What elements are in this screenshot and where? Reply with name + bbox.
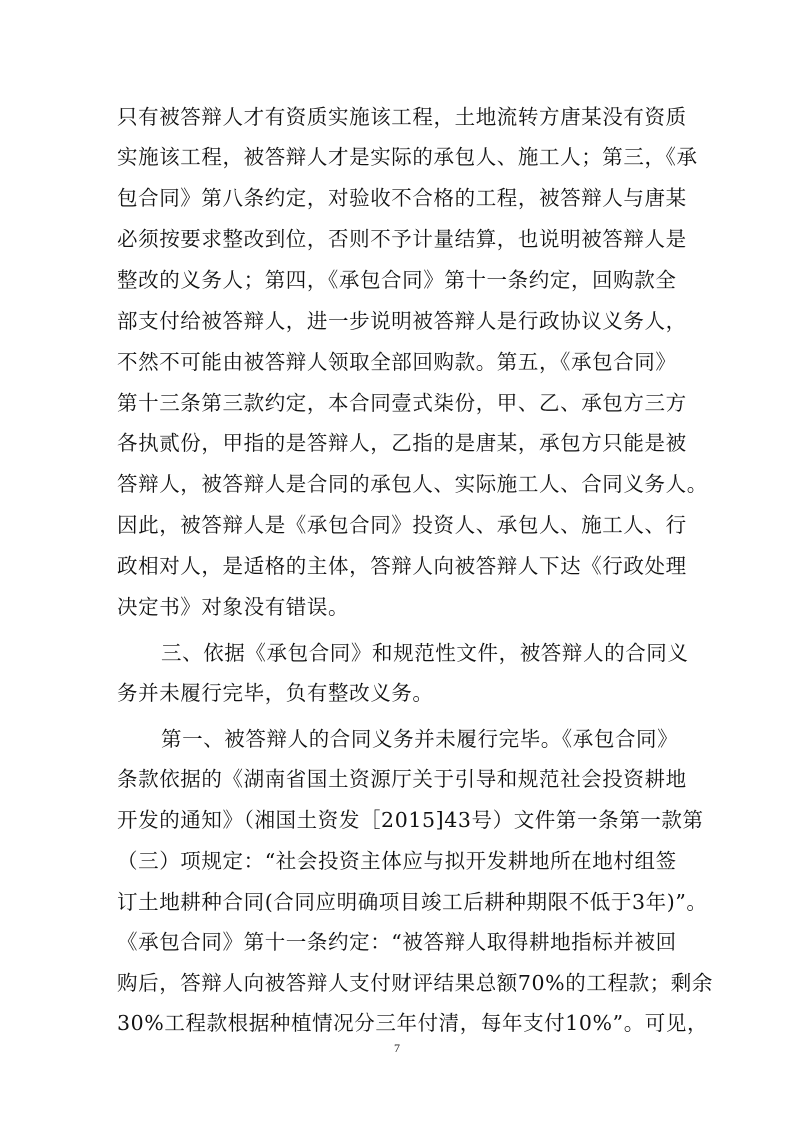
body-text-line: 答辩人，被答辩人是合同的承包人、实际施工人、合同义务人。 — [117, 472, 708, 496]
section-heading-line: 三、依据《承包合同》和规范性文件，被答辩人的合同义 — [161, 641, 689, 665]
body-text-line: 第十三条第三款约定，本合同壹式柒份，甲、乙、承包方三方 — [117, 391, 687, 415]
body-text-line: 条款依据的《湖南省国土资源厅关于引导和规范社会投资耕地 — [117, 767, 687, 791]
body-text-line: 包合同》第八条约定，对验收不合格的工程，被答辩人与唐某 — [117, 186, 687, 210]
body-text-line: 订土地耕种合同(合同应明确项目竣工后耕种期限不低于3年)”。 — [117, 890, 708, 914]
body-text-line: 政相对人，是适格的主体，答辩人向被答辩人下达《行政处理 — [117, 554, 687, 578]
body-text-line: 因此，被答辩人是《承包合同》投资人、承包人、施工人、行 — [117, 513, 687, 537]
body-text-line: 第一、被答辩人的合同义务并未履行完毕。《承包合同》 — [161, 727, 679, 751]
body-text-line: 30%工程款根据种植情况分三年付清，每年支付10%”。可见， — [117, 1011, 709, 1035]
body-text-line: 不然不可能由被答辩人领取全部回购款。第五，《承包合同》 — [117, 350, 677, 374]
body-text-line: （三）项规定：“社会投资主体应与拟开发耕地所在地村组签 — [117, 849, 677, 873]
body-text-line: 必须按要求整改到位，否则不予计量结算，也说明被答辩人是 — [117, 227, 687, 251]
page-number: 7 — [394, 1041, 400, 1055]
body-text-line: 各执贰份，甲指的是答辩人，乙指的是唐某，承包方只能是被 — [117, 431, 687, 455]
body-text-line: 开发的通知》（湘国土资发［2015]43号）文件第一条第一款第 — [117, 808, 704, 832]
section-heading-line: 务并未履行完毕，负有整改义务。 — [117, 681, 434, 705]
body-text-line: 部支付给被答辩人，进一步说明被答辩人是行政协议义务人， — [117, 309, 687, 333]
body-text-line: 决定书》对象没有错误。 — [117, 595, 350, 619]
body-text-line: 只有被答辩人才有资质实施该工程，土地流转方唐某没有资质 — [117, 105, 687, 129]
body-text-line: 《承包合同》第十一条约定：“被答辩人取得耕地指标并被回 — [117, 930, 677, 954]
body-text-line: 实施该工程，被答辩人才是实际的承包人、施工人；第三，《承 — [117, 145, 698, 169]
body-text-line: 整改的义务人；第四，《承包合同》第十一条约定，回购款全 — [117, 268, 677, 292]
body-text-line: 购后，答辩人向被答辩人支付财评结果总额70%的工程款；剩余 — [117, 971, 713, 995]
